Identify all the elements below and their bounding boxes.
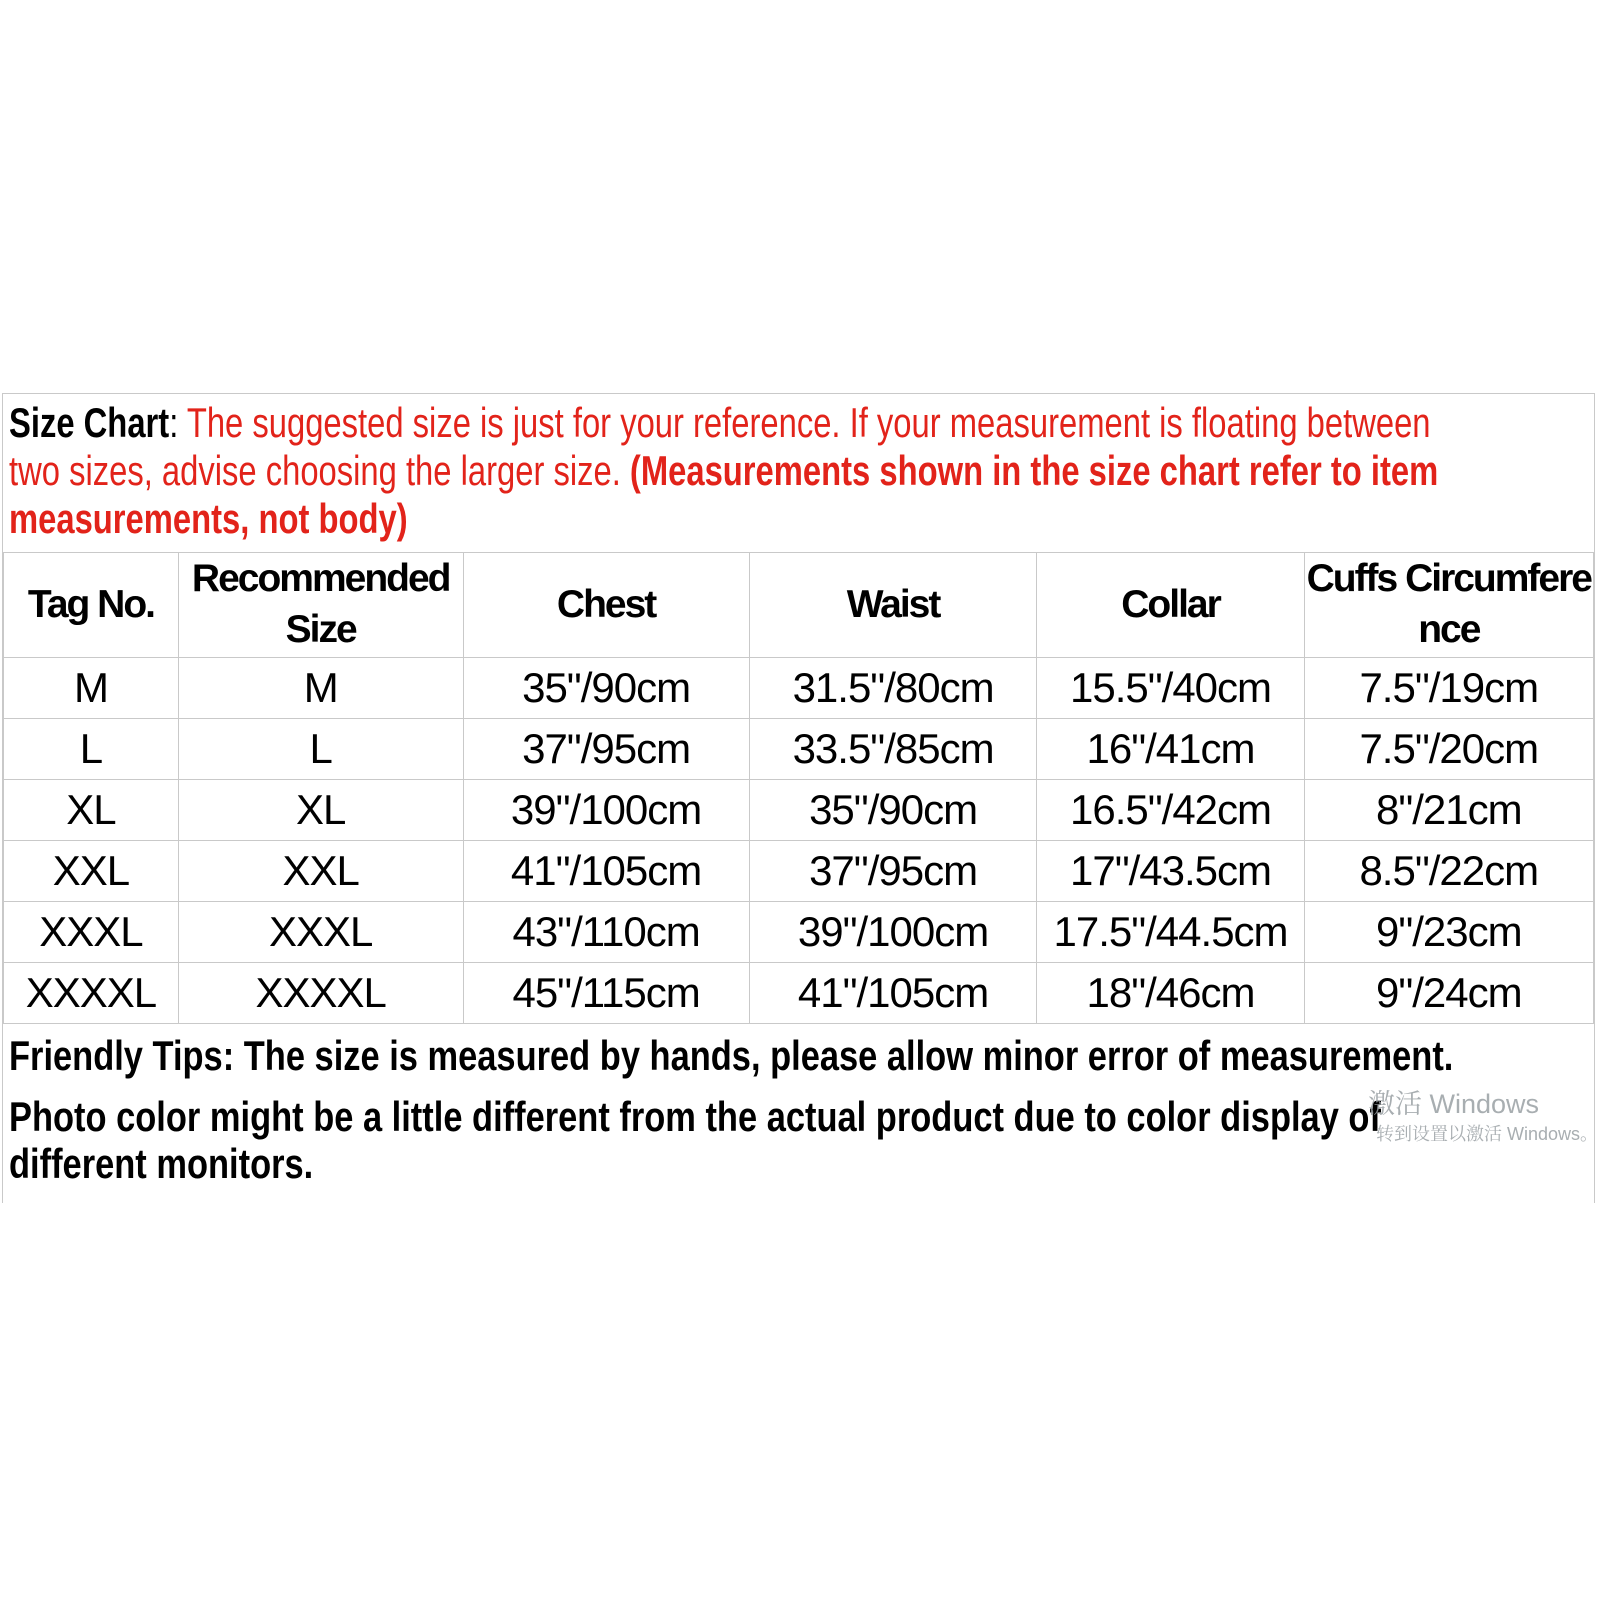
note-emphasis: measurements, not body)	[9, 495, 408, 542]
cell-cuffs: 7.5"/20cm	[1304, 719, 1593, 780]
table-row-l	[4, 719, 1594, 780]
windows-activation-watermark: 激活 Windows	[1368, 1089, 1540, 1119]
note-line-1	[9, 399, 1431, 447]
tips-line-2: Photo color might be a little different from the actual product due to color display of	[9, 1093, 1381, 1140]
header-tag-no: Tag No.	[4, 553, 179, 658]
size-chart-table	[3, 552, 1594, 1024]
cell-waist: 33.5"/85cm	[749, 719, 1037, 780]
cell-tag: XXXXL	[4, 963, 179, 1024]
note-line-3	[9, 495, 1245, 543]
header-cuffs-circumference: Cuffs Circumference	[1304, 553, 1593, 658]
size-chart-panel	[2, 393, 1595, 1203]
table-header-row	[4, 553, 1594, 658]
note-line-2	[9, 447, 1439, 495]
cell-collar: 17.5"/44.5cm	[1037, 902, 1304, 963]
header-collar: Collar	[1037, 553, 1304, 658]
table-row-m	[4, 658, 1594, 719]
note-emphasis: (Measurements shown in the size chart refer to item	[629, 447, 1439, 494]
cell-size: L	[178, 719, 463, 780]
cell-tag: M	[4, 658, 179, 719]
tips-line-1: Friendly Tips: The size is measured by hands, please allow minor error of measurement.	[9, 1032, 1454, 1079]
note-text: two sizes, advise choosing the larger size.	[9, 447, 630, 494]
table-row-xxxxl	[4, 963, 1594, 1024]
header-recommended-size: Recommended Size	[178, 553, 463, 658]
cell-waist: 41"/105cm	[749, 963, 1037, 1024]
table-row-xxl	[4, 841, 1594, 902]
cell-tag: XXL	[4, 841, 179, 902]
cell-collar: 18"/46cm	[1037, 963, 1304, 1024]
cell-cuffs: 9"/24cm	[1304, 963, 1593, 1024]
cell-chest: 41"/105cm	[463, 841, 749, 902]
cell-collar: 17"/43.5cm	[1037, 841, 1304, 902]
cell-chest: 37"/95cm	[463, 719, 749, 780]
cell-collar: 16"/41cm	[1037, 719, 1304, 780]
cell-size: XXL	[178, 841, 463, 902]
cell-tag: XXXL	[4, 902, 179, 963]
cell-cuffs: 8.5"/22cm	[1304, 841, 1593, 902]
table-row-xxxl	[4, 902, 1594, 963]
cell-chest: 45"/115cm	[463, 963, 749, 1024]
cell-chest: 43"/110cm	[463, 902, 749, 963]
header-chest: Chest	[463, 553, 749, 658]
cell-collar: 15.5"/40cm	[1037, 658, 1304, 719]
cell-waist: 39"/100cm	[749, 902, 1037, 963]
cell-size: M	[178, 658, 463, 719]
cell-cuffs: 7.5"/19cm	[1304, 658, 1593, 719]
note-colon: :	[169, 399, 187, 446]
cell-cuffs: 8"/21cm	[1304, 780, 1593, 841]
cell-chest: 35"/90cm	[463, 658, 749, 719]
cell-collar: 16.5"/42cm	[1037, 780, 1304, 841]
note-text: The suggested size is just for your reference. If your measurement is floating between	[186, 399, 1431, 446]
cell-waist: 37"/95cm	[749, 841, 1037, 902]
header-waist: Waist	[749, 553, 1037, 658]
size-chart-note	[3, 394, 1594, 552]
cell-waist: 35"/90cm	[749, 780, 1037, 841]
note-title: Size Chart	[9, 399, 170, 446]
table-row-xl	[4, 780, 1594, 841]
cell-chest: 39"/100cm	[463, 780, 749, 841]
cell-tag: XL	[4, 780, 179, 841]
cell-size: XL	[178, 780, 463, 841]
cell-tag: L	[4, 719, 179, 780]
cell-waist: 31.5"/80cm	[749, 658, 1037, 719]
windows-activation-watermark-sub: 转到设置以激活 Windows。	[1376, 1124, 1599, 1144]
cell-size: XXXXL	[178, 963, 463, 1024]
cell-cuffs: 9"/23cm	[1304, 902, 1593, 963]
tips-line-3: different monitors.	[9, 1140, 314, 1187]
cell-size: XXXL	[178, 902, 463, 963]
friendly-tips	[3, 1024, 1594, 1203]
